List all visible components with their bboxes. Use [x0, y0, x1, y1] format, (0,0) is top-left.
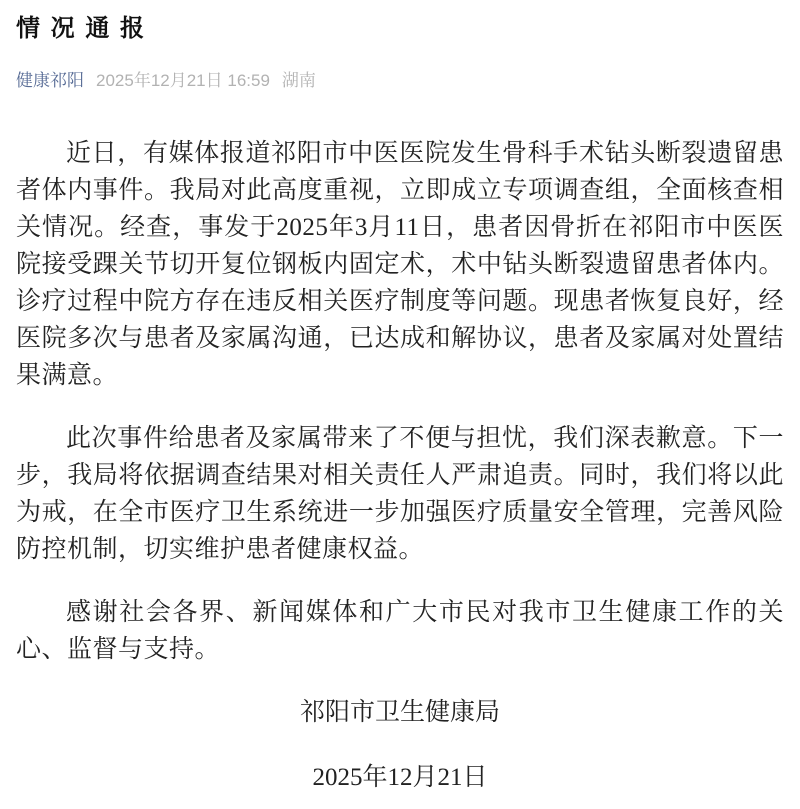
publish-timestamp: 2025年12月21日 16:59 [96, 70, 270, 90]
body-paragraph: 此次事件给患者及家属带来了不便与担忧，我们深表歉意。下一步，我局将依据调查结果对相关责任人严肃追责。同时，我们将以此为戒，在全市医疗卫生系统进一步加强医疗质量安全管理，完善风险防控机制，切实维护患者健康权益。 [16, 424, 784, 563]
byline [16, 66, 784, 91]
body-paragraph: 感谢社会各界、新闻媒体和广大市民对我市卫生健康工作的关心、监督与支持。 [16, 598, 784, 663]
signature: 祁阳市卫生健康局 [299, 698, 500, 726]
article-title: 情 况 通 报 [16, 15, 147, 42]
publish-location: 湖南 [281, 70, 316, 90]
body-paragraph: 近日，有媒体报道祁阳市中医医院发生骨科手术钻头断裂遗留患者体内事件。我局对此高度重视，立即成立专项调查组，全面核查相关情况。经查，事发于2025年3月11日，患者因骨折在祁阳市中医医院接受踝关节切开复位钢板内固定术，术中钻头断裂遗留患者体内。诊疗过程中院方存在违反相关医疗制度等问题。现患者恢复良好，经医院多次与患者及家属沟通，已达成和解协议，患者及家属对处置结果满意。 [16, 139, 784, 389]
article-body [16, 135, 784, 668]
signature-date: 2025年12月21日 [312, 763, 488, 791]
account-name-link[interactable]: 健康祁阳 [16, 70, 84, 90]
